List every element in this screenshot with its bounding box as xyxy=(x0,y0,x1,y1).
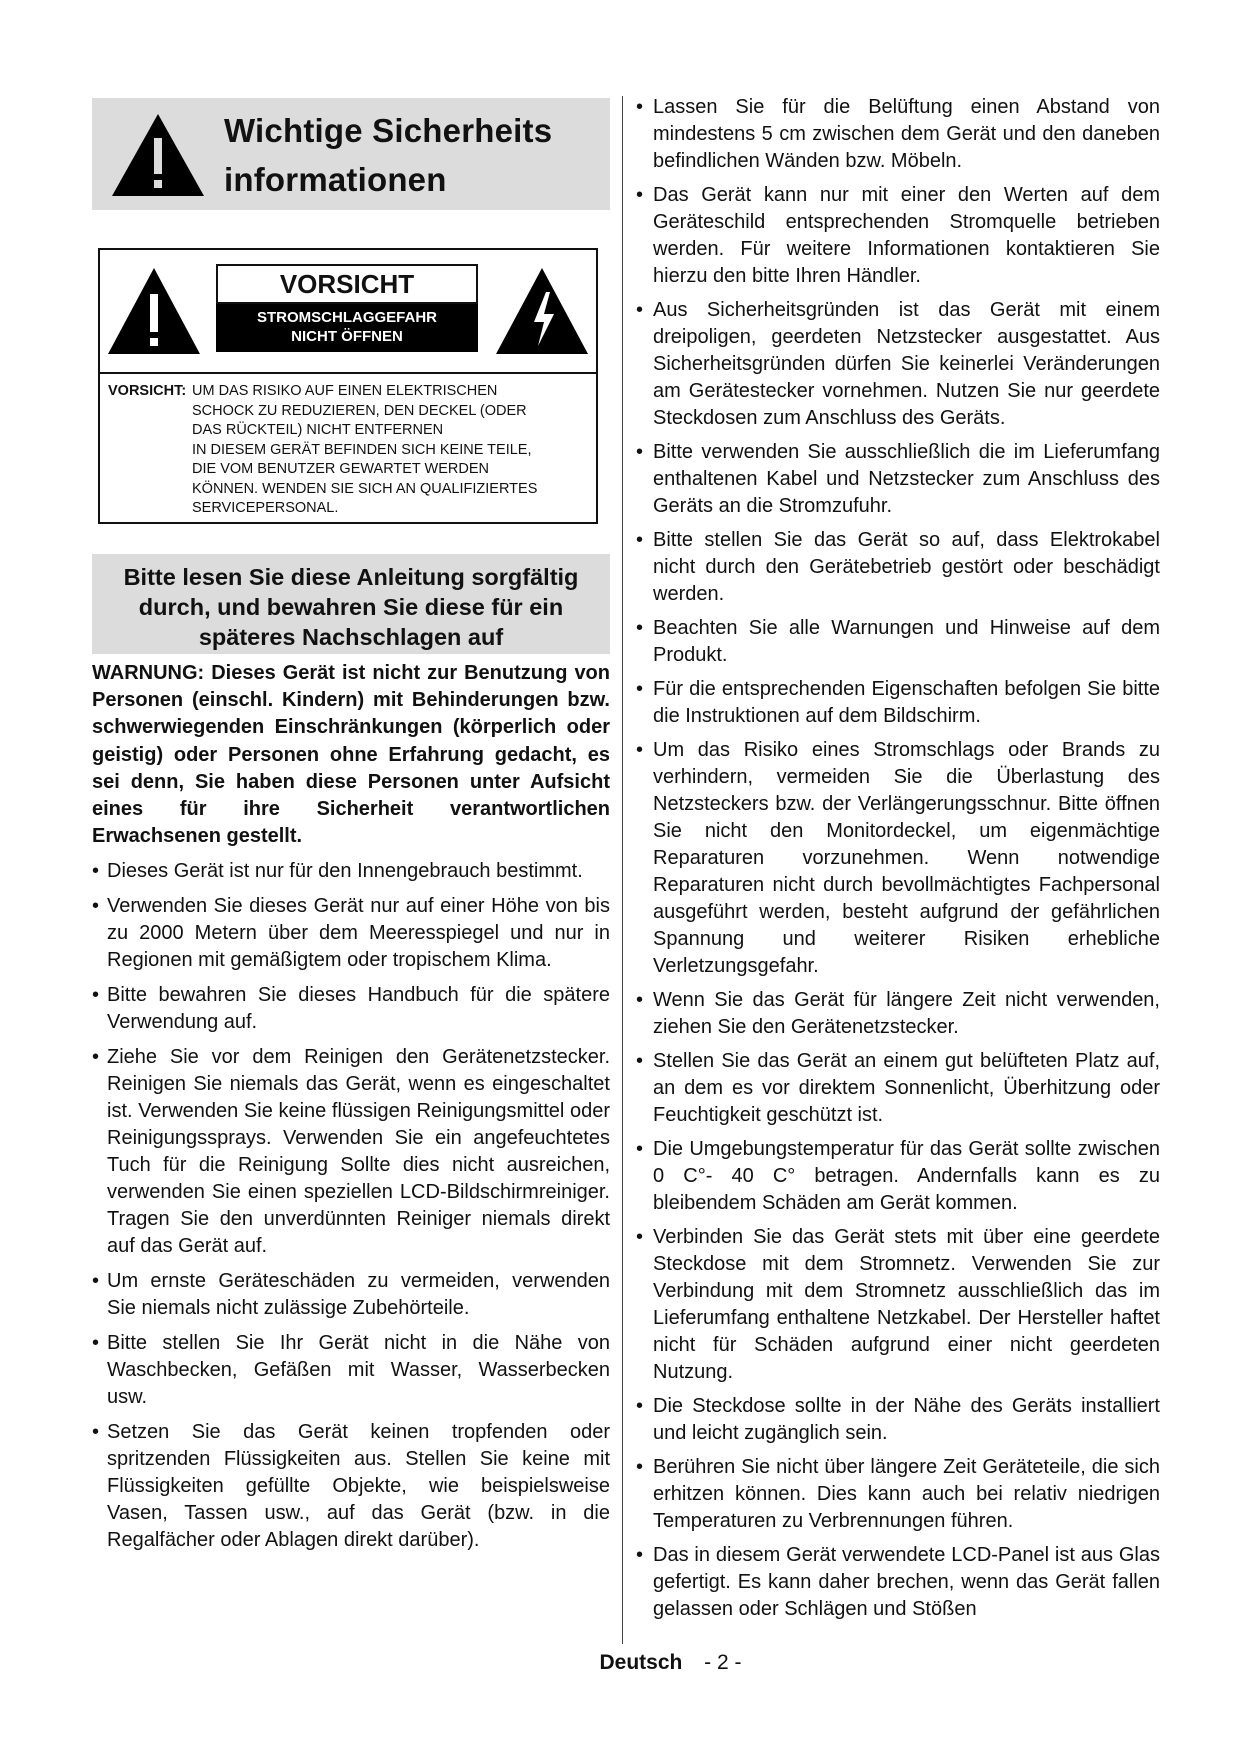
list-item: • Dieses Gerät ist nur für den Innengebrauch bestimmt. xyxy=(92,858,610,885)
caution-line: DIE VOM BENUTZER GEWARTET WERDEN xyxy=(192,461,490,477)
list-item: • Wenn Sie das Gerät für längere Zeit nicht verwenden, ziehen Sie den Gerätenetzstecker. xyxy=(636,987,1160,1041)
caution-line: KÖNNEN. WENDEN SIE SICH AN QUALIFIZIERTES xyxy=(192,480,538,497)
list-item: • Bitte bewahren Sie dieses Handbuch für die spätere Verwendung auf. xyxy=(92,982,610,1036)
list-item: • Aus Sicherheitsgründen ist das Gerät mit einem dreipoligen, geerdeten Netzstecker ausgestattet. Aus Sicherheitsgründen dürfen Sie keinerlei Veränderungen am Gerätestecker vornehmen. Nutzen Sie nur geerdete Steckdosen zum Anschluss des Geräts. xyxy=(636,297,1160,432)
safety-header xyxy=(92,98,610,210)
list-item: • Berühren Sie nicht über längere Zeit Geräteteile, die sich erhitzen können. Dies kann auch bei relativ niedrigen Temperaturen zu Verbrennungen führen. xyxy=(636,1454,1160,1535)
caution-line: SCHOCK ZU REDUZIEREN, DEN DECKEL (ODER xyxy=(192,402,527,419)
caution-line: DAS RÜCKTEIL) NICHT ENTFERNEN xyxy=(192,422,444,438)
list-item: • Ziehe Sie vor dem Reinigen den Gerätenetzstecker. Reinigen Sie niemals das Gerät, wenn es eingeschaltet ist. Verwenden Sie keine flüssigen Reinigungsmittel oder Reinigungssprays. Verwenden Sie ein angefeuchtetes Tuch für die Reinigung Sollte dies nicht ausreichen, verwenden Sie einen speziellen LCD-Bildschirmreiniger. Tragen Sie den unverdünnten Reiniger niemals direkt auf das Gerät auf. xyxy=(92,1044,610,1260)
list-item: • Stellen Sie das Gerät an einem gut belüfteten Platz auf, an dem es vor direktem Sonnenlicht, Überhitzung oder Feuchtigkeit geschützt ist. xyxy=(636,1048,1160,1129)
list-item: • Für die entsprechenden Eigenschaften befolgen Sie bitte die Instruktionen auf dem Bildschirm. xyxy=(636,676,1160,730)
list-item: • Die Steckdose sollte in der Nähe des Geräts installiert und leicht zugänglich sein. xyxy=(636,1393,1160,1447)
vorsicht-title: VORSICHT xyxy=(216,264,478,304)
caution-line: IN DIESEM GERÄT BEFINDEN SICH KEINE TEILE, xyxy=(192,441,532,458)
list-item: • Verwenden Sie dieses Gerät nur auf einer Höhe von bis zu 2000 Metern über dem Meeresspiegel und nur in Regionen mit gemäßigtem oder tropischem Klima. xyxy=(92,893,610,974)
list-item: • Um ernste Geräteschäden zu vermeiden, verwenden Sie niemals nicht zulässige Zubehörteile. xyxy=(92,1268,610,1322)
list-item: • Bitte stellen Sie Ihr Gerät nicht in die Nähe von Waschbecken, Gefäßen mit Wasser, Wasserbecken usw. xyxy=(92,1330,610,1411)
caution-text-body xyxy=(192,382,594,519)
left-bullet-list xyxy=(92,858,610,1554)
caution-text xyxy=(108,382,594,519)
notice-line-3: späteres Nachschlagen auf xyxy=(198,624,504,650)
list-item: • Bitte verwenden Sie ausschließlich die im Lieferumfang enthaltenen Kabel und Netzstecker zum Anschluss des Geräts an die Stromzufuhr. xyxy=(636,439,1160,520)
caution-line: SERVICEPERSONAL. xyxy=(192,500,339,516)
list-item: • Setzen Sie das Gerät keinen tropfenden oder spritzenden Flüssigkeiten aus. Stellen Sie keine mit Flüssigkeiten gefüllte Objekte, wie beispielsweise Vasen, Tassen usw., auf das Gerät (bzw. in die Regalfächer oder Ablagen direkt darüber). xyxy=(92,1419,610,1554)
list-item: • Verbinden Sie das Gerät stets mit über eine geerdete Steckdose mit dem Stromnetz. Verwenden Sie zur Verbindung mit dem Stromnetz ausschließlich das im Lieferumfang enthaltene Netzkabel. Der Hersteller haftet nicht für Schäden aufgrund einer nicht geerdeten Nutzung. xyxy=(636,1224,1160,1386)
right-column xyxy=(636,94,1160,1623)
lightning-triangle-icon xyxy=(494,266,590,356)
exclamation-triangle-icon xyxy=(106,266,202,356)
caution-line: UM DAS RISIKO AUF EINEN ELEKTRISCHEN xyxy=(192,383,498,399)
right-bullet-list xyxy=(636,94,1160,1623)
list-item: • Lassen Sie für die Belüftung einen Abstand von mindestens 5 cm zwischen dem Gerät und den daneben befindlichen Wänden bzw. Möbeln. xyxy=(636,94,1160,175)
caution-heading xyxy=(216,264,478,352)
shock-hazard-line-1: STROMSCHLAGGEFAHR xyxy=(257,309,437,326)
list-item: • Das Gerät kann nur mit einer den Werten auf dem Geräteschild entsprechenden Stromquelle betrieben werden. Für weitere Informationen kontaktieren Sie hierzu den bitte Ihren Händler. xyxy=(636,182,1160,290)
shock-hazard-line-2: NICHT ÖFFNEN xyxy=(291,328,403,345)
page-footer xyxy=(0,1650,1241,1676)
warning-paragraph: WARNUNG: Dieses Gerät ist nicht zur Benutzung von Personen (einschl. Kindern) mit Behinderungen bzw. schwerwiegenden Einschränkungen (körperlich oder geistig) oder Personen ohne Erfahrung gedacht, es sei denn, Sie haben diese Personen unter Aufsicht eines für ihre Sicherheit verantwortlichen Erwachsenen gestellt. xyxy=(92,662,610,848)
shock-hazard-bar xyxy=(216,304,478,352)
list-item: • Beachten Sie alle Warnungen und Hinweise auf dem Produkt. xyxy=(636,615,1160,669)
footer-language: Deutsch xyxy=(599,1651,683,1674)
title-line-1: Wichtige Sicherheits xyxy=(224,112,553,149)
list-item: • Das in diesem Gerät verwendete LCD-Panel ist aus Glas gefertigt. Es kann daher brechen, wenn das Gerät fallen gelassen oder Schlägen und Stößen xyxy=(636,1542,1160,1623)
caution-label-box xyxy=(98,248,598,524)
notice-line-1: Bitte lesen Sie diese Anleitung sorgfältig xyxy=(123,564,579,590)
page-title xyxy=(224,106,552,204)
read-instructions-notice xyxy=(92,554,610,654)
notice-line-2: durch, und bewahren Sie diese für ein xyxy=(138,594,564,620)
caution-label-top xyxy=(100,250,596,374)
list-item: • Um das Risiko eines Stromschlags oder Brands zu verhindern, vermeiden Sie die Überlastung des Netzsteckers bzw. der Verlängerungsschnur. Bitte öffnen Sie nicht den Monitordeckel, um eigenmächtige Reparaturen vorzunehmen. Wenn notwendige Reparaturen nicht durch bevollmächtigtes Fachpersonal ausgeführt werden, besteht aufgrund der gefährlichen Spannung und weiterer Risiken erhebliche Verletzungsgefahr. xyxy=(636,737,1160,980)
column-divider xyxy=(622,96,623,1644)
caution-text-label: VORSICHT: xyxy=(108,383,187,399)
warning-triangle-icon xyxy=(110,112,206,198)
left-column xyxy=(92,98,610,1554)
title-line-2: informationen xyxy=(224,161,447,198)
list-item: • Die Umgebungstemperatur für das Gerät sollte zwischen 0 C°- 40 C° betragen. Andernfalls kann es zu bleibendem Schäden am Gerät kommen. xyxy=(636,1136,1160,1217)
page-number: - 2 - xyxy=(704,1651,742,1674)
list-item: • Bitte stellen Sie das Gerät so auf, dass Elektrokabel nicht durch den Gerätebetrieb gestört oder beschädigt werden. xyxy=(636,527,1160,608)
